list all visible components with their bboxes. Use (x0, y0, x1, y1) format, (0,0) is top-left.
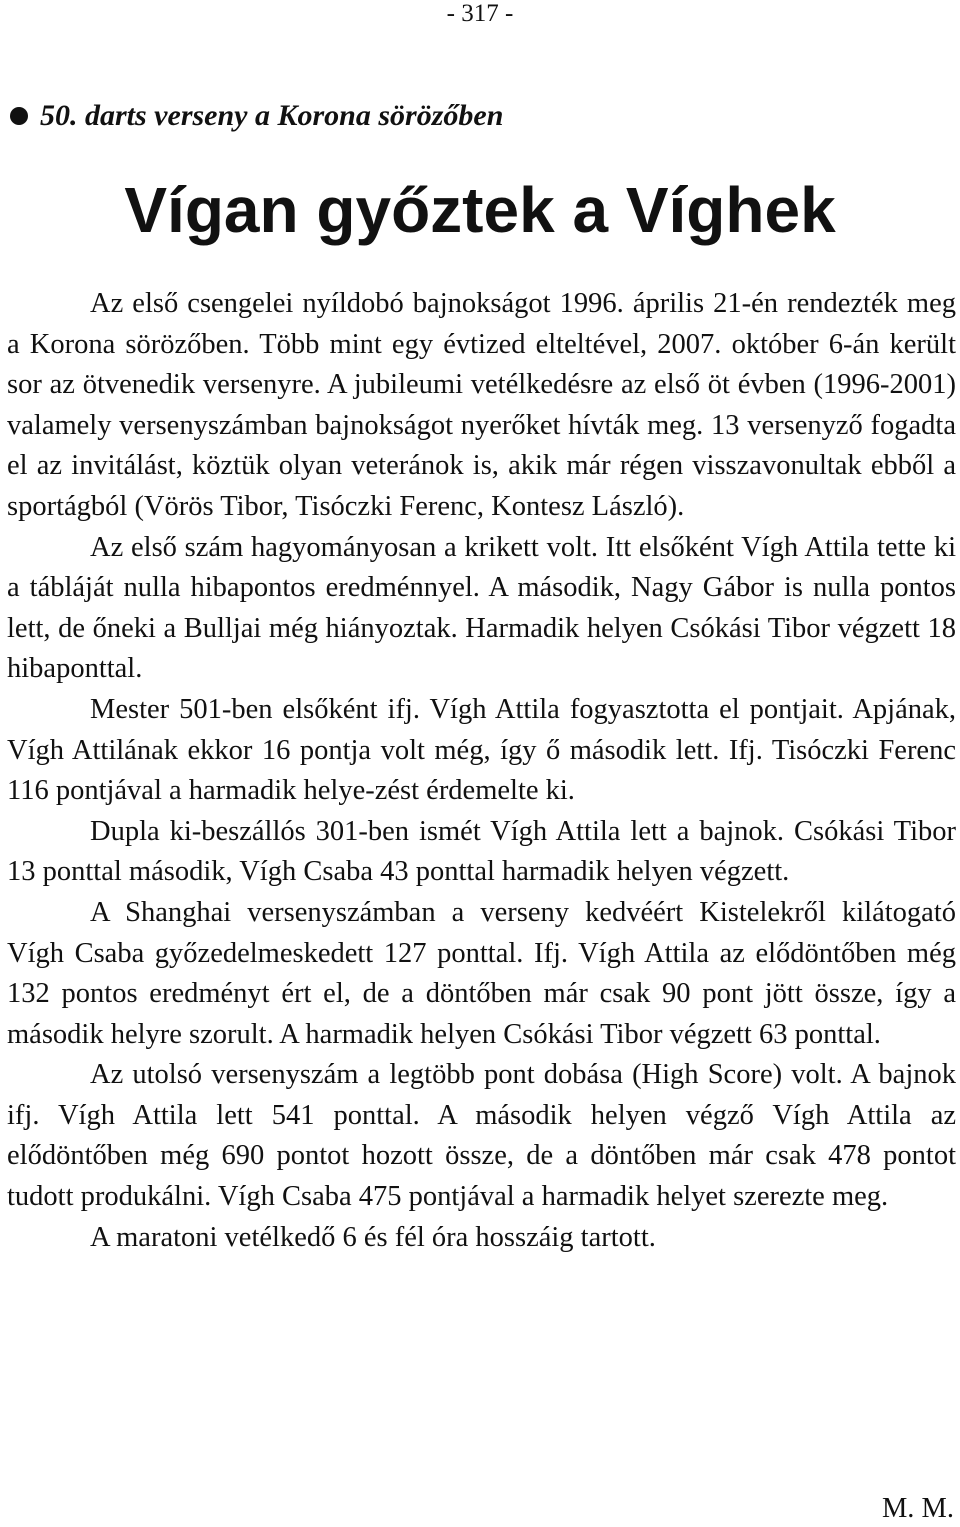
paragraph-1: Az első csengelei nyíldobó bajnokságot 1996. április 21-én rendezték meg a Korona sörözőben. Több mint egy évtized elteltével, 2007. október 6-án került sor az ötvenedik versenyre. A jubileumi vetélkedésre az első öt évben (1996-2001) valamely versenyszámban bajnokságot nyerőket hívták meg. 13 versenyző fogadta el az invitálást, köztük olyan veteránok is, akik már régen visszavonultak ebből a sportágból (Vörös Tibor, Tisóczki Ferenc, Kontesz László). (7, 288, 956, 522)
paragraph-3: Mester 501-ben elsőként ifj. Vígh Attila fogyasztotta el pontjait. Apjának, Vígh Attilának ekkor 16 pontja volt még, így ő második lett. Ifj. Tisóczki Ferenc 116 pontjával a harmadik helye-zést érdemelte ki. (7, 693, 956, 807)
paragraph-4: Dupla ki-beszállós 301-ben ismét Vígh Attila lett a bajnok. Csókási Tibor 13 ponttal második, Vígh Csaba 43 ponttal harmadik helyen végzett. (7, 815, 956, 888)
article-body (7, 284, 956, 1258)
paragraph-2: Az első szám hagyományosan a krikett volt. Itt elsőként Vígh Attila tette ki a tábláját nulla hibapontos eredménnyel. A második, Nagy Gábor is nulla pontos lett, de őneki a Bulljai még hiányoztak. Harmadik helyen Csókási Tibor végzett 18 hibaponttal. (7, 531, 956, 685)
page-number: - 317 - (446, 0, 514, 27)
paragraph-6: Az utolsó versenyszám a legtöbb pont dobása (High Score) volt. A bajnok ifj. Vígh Attila lett 541 ponttal. A második helyen végző Vígh Attila az elődöntőben még 690 pontot hozott össze, de a döntőben már csak 478 pontot tudott produkálni. Vígh Csaba 475 pontjával a harmadik helyet szerezte meg. (7, 1059, 956, 1213)
article-headline: Vígan győztek a Víghek (124, 174, 836, 246)
bullet-icon (10, 107, 28, 125)
kicker-text: 50. darts verseny a Korona sörözőben (40, 99, 504, 132)
author-signature: M. M. (881, 1493, 954, 1524)
paragraph-7: A maratoni vetélkedő 6 és fél óra hosszáig tartott. (90, 1221, 656, 1253)
paragraph-5: A Shanghai versenyszámban a verseny kedvéért Kistelekről kilátogató Vígh Csaba győzedelmeskedett 127 ponttal. Ifj. Vígh Attila az elődöntőben még 132 pontos eredményt ért el, de a döntőben már csak 90 pont jött össze, így a második helyre szorult. A harmadik helyen Csókási Tibor végzett 63 ponttal. (7, 896, 956, 1050)
article-kicker (10, 98, 503, 134)
